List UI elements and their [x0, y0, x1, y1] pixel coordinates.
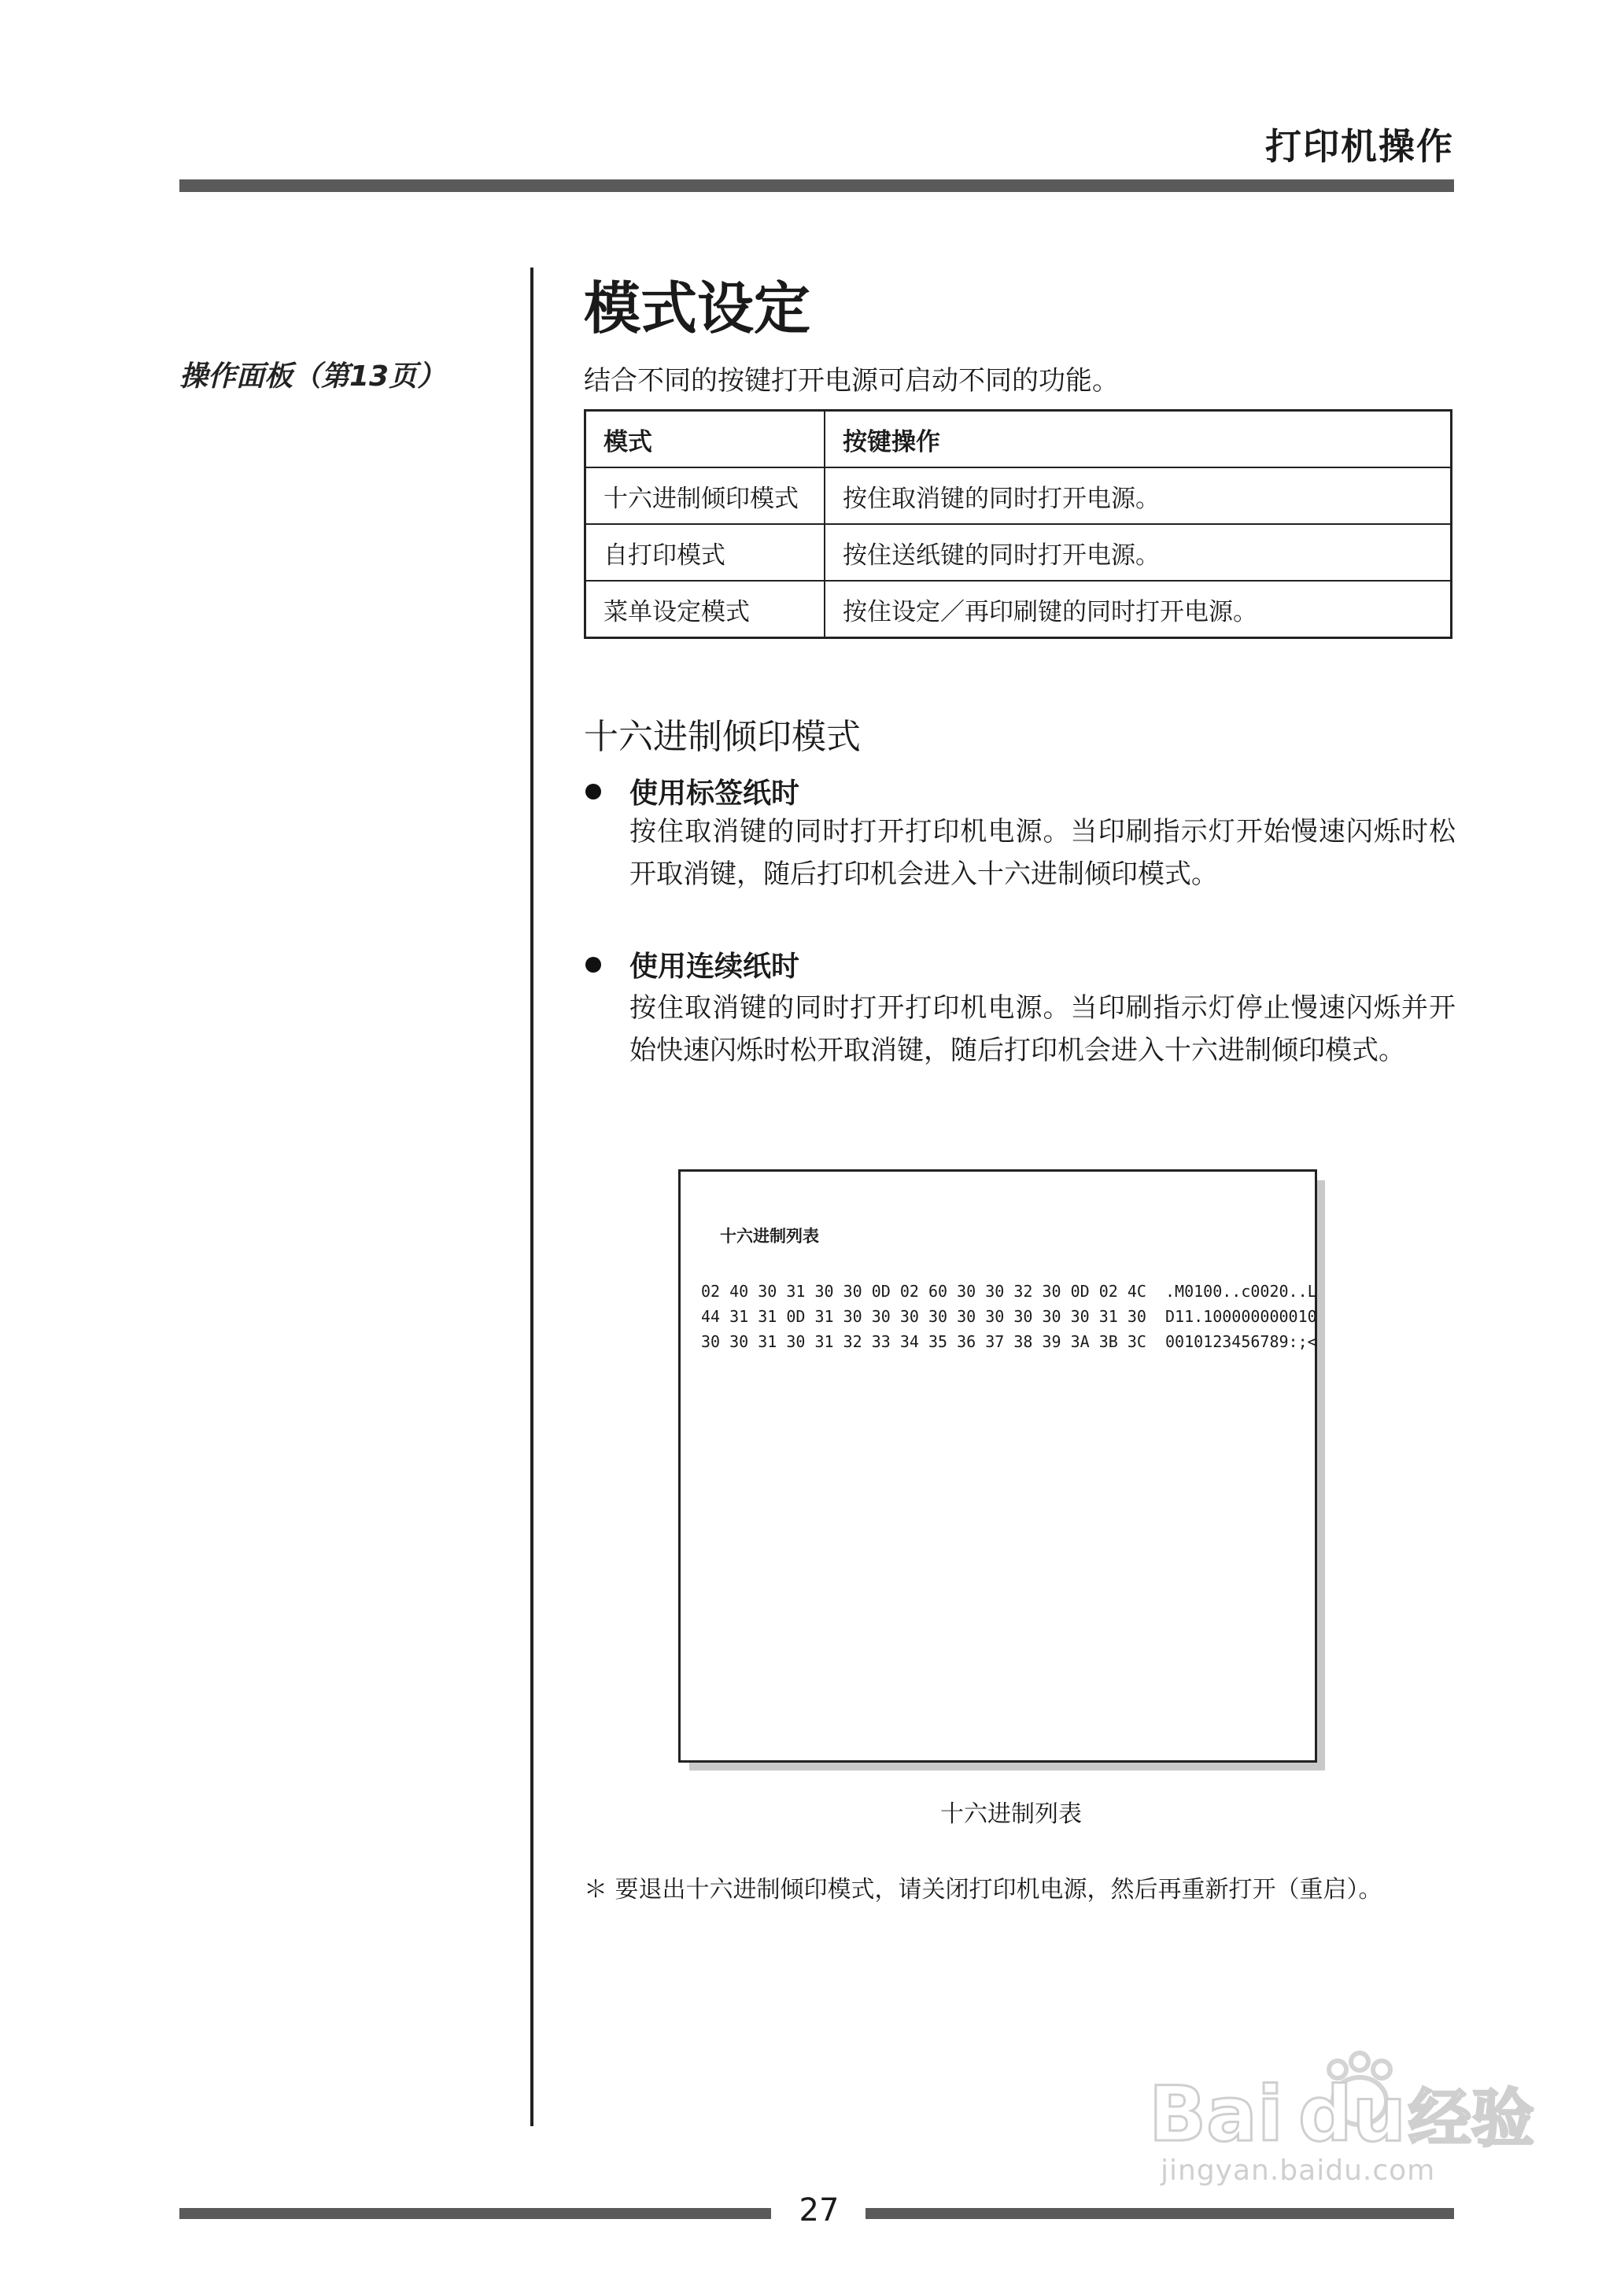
svg-text:du: du	[1298, 2070, 1407, 2158]
sidebar-page-reference: 操作面板（第13页）	[179, 360, 446, 393]
bullet-icon	[585, 957, 601, 973]
bullet-heading	[585, 771, 799, 811]
svg-text:Bai: Bai	[1149, 2070, 1283, 2158]
watermark-url: jingyan.baidu.com	[1161, 2155, 1436, 2187]
intro-text: 结合不同的按键打开电源可启动不同的功能。	[584, 365, 1119, 397]
table-header-cell: 模式	[585, 411, 825, 468]
footer-rule	[179, 2208, 771, 2219]
bullet-body: 按住取消键的同时打开打印机电源。当印刷指示灯开始慢速闪烁时松开取消键，随后打印机会进入十六进制倾印模式。	[629, 816, 1456, 890]
hex-dump-line: 02 40 30 31 30 30 0D 02 60 30 30 32 30 0D 02 4C .M0100..c0020..L	[701, 1282, 1317, 1301]
table-cell-operation: 按住取消键的同时打开电源。	[825, 467, 1452, 524]
bullet-heading	[585, 944, 799, 984]
footer-rule	[866, 2208, 1454, 2219]
page-title: 模式设定	[584, 275, 811, 342]
table-cell-mode: 菜单设定模式	[585, 581, 825, 638]
header-rule	[179, 179, 1454, 192]
hex-dump-line: 30 30 31 30 31 32 33 34 35 36 37 38 39 3A 3B 3C 0010123456789:;<	[701, 1332, 1317, 1351]
table-row	[585, 524, 1452, 581]
table-cell-operation: 按住送纸键的同时打开电源。	[825, 524, 1452, 581]
table-header-cell: 按键操作	[825, 411, 1452, 468]
bullet-body: 按住取消键的同时打开打印机电源。当印刷指示灯停止慢速闪烁并开始快速闪烁时松开取消键，随后打印机会进入十六进制倾印模式。	[629, 992, 1456, 1066]
footnote: ＊ 要退出十六进制倾印模式，请关闭打印机电源，然后再重新打开（重启）。	[584, 1876, 1382, 1903]
figure-caption: 十六进制列表	[940, 1800, 1082, 1828]
column-divider	[530, 268, 533, 2126]
hex-printout-figure	[678, 1169, 1317, 1763]
hex-dump-line: 44 31 31 0D 31 30 30 30 30 30 30 30 30 30 31 30 D11.100000000010	[701, 1307, 1317, 1326]
page-number: 27	[799, 2192, 840, 2228]
table-row	[585, 581, 1452, 638]
running-header-title: 打印机操作	[1265, 125, 1454, 168]
table-row	[585, 467, 1452, 524]
svg-text:经验: 经验	[1408, 2082, 1534, 2155]
printout-title: 十六进制列表	[720, 1227, 819, 1246]
mode-table	[584, 409, 1452, 639]
table-cell-mode: 十六进制倾印模式	[585, 467, 825, 524]
bullet-heading-text: 使用连续纸时	[629, 951, 800, 983]
bullet-heading-text: 使用标签纸时	[629, 777, 800, 810]
table-cell-operation: 按住设定／再印刷键的同时打开电源。	[825, 581, 1452, 638]
table-header-row	[585, 411, 1452, 468]
section-title: 十六进制倾印模式	[584, 717, 861, 757]
baidu-watermark-logo	[1149, 2046, 1558, 2172]
bullet-icon	[585, 784, 601, 799]
table-cell-mode: 自打印模式	[585, 524, 825, 581]
